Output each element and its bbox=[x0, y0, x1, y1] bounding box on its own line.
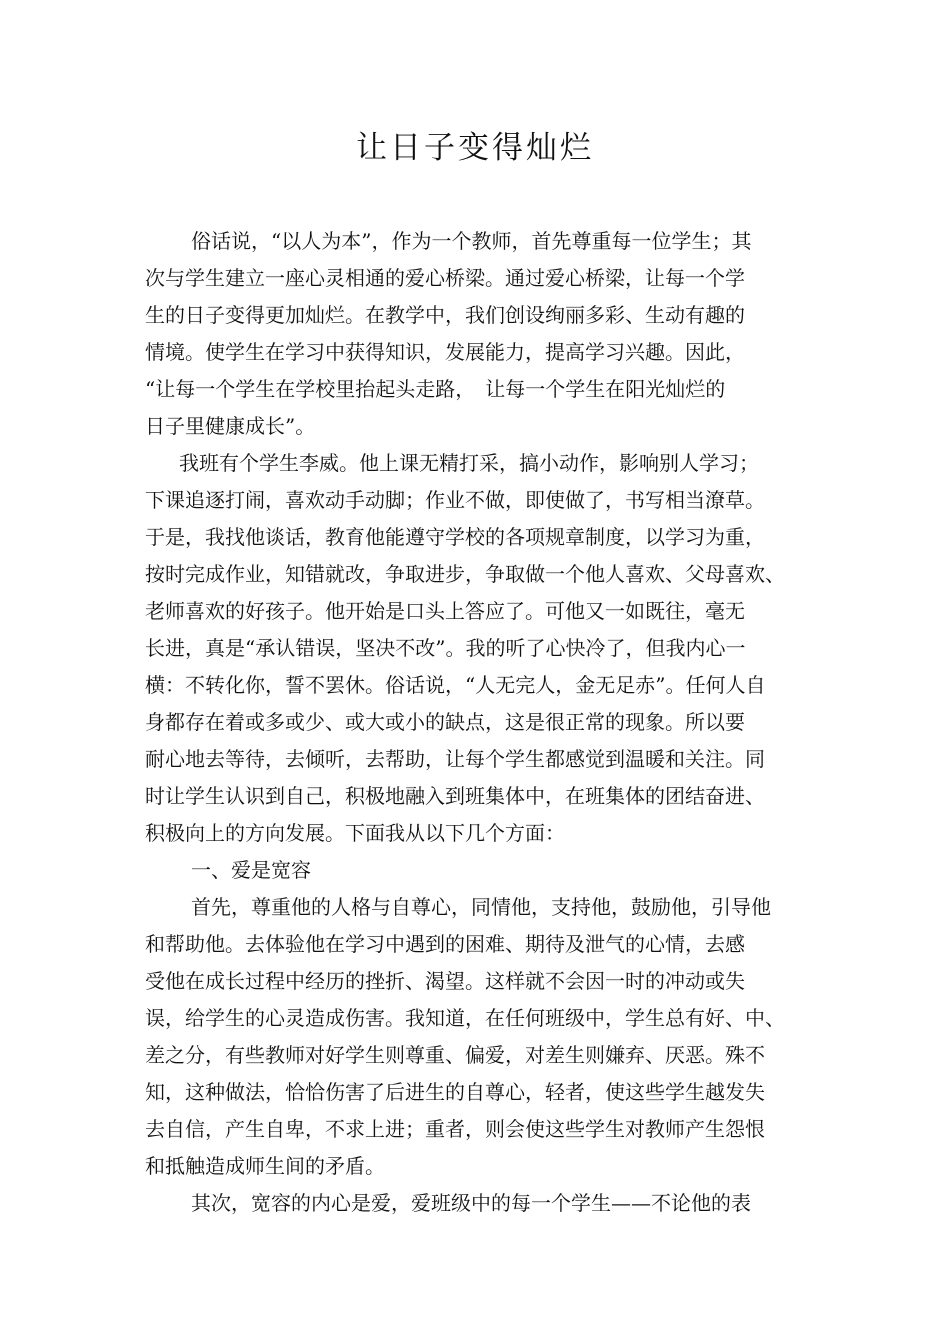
text-line: 受他在成长过程中经历的挫折、渴望。这样就不会因一时的冲动或失 bbox=[145, 969, 745, 993]
text-line: 时让学生认识到自己，积极地融入到班集体中，在班集体的团结奋进、 bbox=[145, 784, 765, 808]
text-line: 去自信，产生自卑，不求上进；重者，则会使这些学生对教师产生怨恨 bbox=[145, 1117, 765, 1141]
text-line: 情境。使学生在学习中获得知识，发展能力，提高学习兴趣。因此， bbox=[145, 340, 745, 364]
text-line: 其次，宽容的内心是爱，爱班级中的每一个学生——不论他的表 bbox=[191, 1191, 751, 1215]
text-line: 长进，真是“承认错误，坚决不改”。我的听了心快冷了，但我内心一 bbox=[145, 636, 746, 660]
text-line: 和抵触造成师生间的矛盾。 bbox=[145, 1154, 385, 1178]
text-line: 俗话说，“以人为本”，作为一个教师，首先尊重每一位学生；其 bbox=[191, 229, 752, 253]
document-title: 让日子变得灿烂 bbox=[356, 130, 594, 166]
text-line: 日子里健康成长”。 bbox=[145, 414, 316, 438]
text-line: 差之分，有些教师对好学生则尊重、偏爱，对差生则嫌弃、厌恶。殊不 bbox=[145, 1043, 765, 1067]
text-line: 积极向上的方向发展。下面我从以下几个方面： bbox=[145, 821, 565, 845]
text-line: 按时完成作业，知错就改，争取进步，争取做一个他人喜欢、父母喜欢、 bbox=[145, 562, 785, 586]
text-line: 身都存在着或多或少、或大或小的缺点，这是很正常的现象。所以要 bbox=[145, 710, 745, 734]
text-line: 知，这种做法，恰恰伤害了后进生的自尊心，轻者，使这些学生越发失 bbox=[145, 1080, 765, 1104]
text-line: 横：不转化你，誓不罢休。俗话说，“人无完人，金无足赤”。任何人自 bbox=[145, 673, 766, 697]
text-line: 下课追逐打闹，喜欢动手动脚；作业不做，即使做了，书写相当潦草。 bbox=[145, 488, 765, 512]
text-line: 我班有个学生李威。他上课无精打采，搞小动作，影响别人学习； bbox=[179, 451, 759, 475]
text-line: 和帮助他。去体验他在学习中遇到的困难、期待及泄气的心情，去感 bbox=[145, 932, 745, 956]
text-line: 首先，尊重他的人格与自尊心，同情他，支持他，鼓励他，引导他 bbox=[191, 895, 771, 919]
text-line: 老师喜欢的好孩子。他开始是口头上答应了。可他又一如既往，毫无 bbox=[145, 599, 745, 623]
text-line: 于是，我找他谈话，教育他能遵守学校的各项规章制度，以学习为重， bbox=[145, 525, 765, 549]
text-line: 生的日子变得更加灿烂。在教学中，我们创设绚丽多彩、生动有趣的 bbox=[145, 303, 745, 327]
section-heading: 一、爱是宽容 bbox=[191, 858, 311, 882]
text-line: “让每一个学生在学校里抬起头走路， 让每一个学生在阳光灿烂的 bbox=[145, 377, 726, 401]
text-line: 次与学生建立一座心灵相通的爱心桥梁。通过爱心桥梁，让每一个学 bbox=[145, 266, 745, 290]
text-line: 误，给学生的心灵造成伤害。我知道，在任何班级中，学生总有好、中、 bbox=[145, 1006, 785, 1030]
text-line: 耐心地去等待，去倾听，去帮助，让每个学生都感觉到温暖和关注。同 bbox=[145, 747, 765, 771]
